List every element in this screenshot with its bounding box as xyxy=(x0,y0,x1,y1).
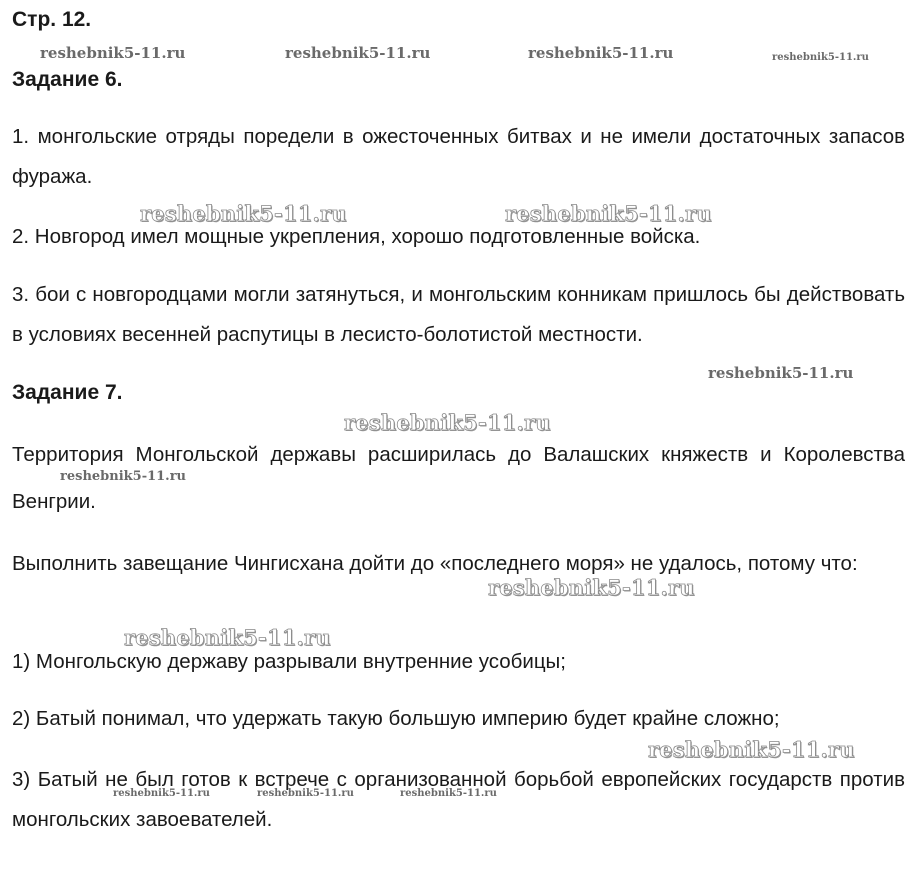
watermark: reshebnik5-11.ru xyxy=(140,201,347,226)
task-7-reason-intro: Выполнить завещание Чингисхана дойти до «последнего моря» не удалось, потому что: xyxy=(12,552,858,575)
watermark: reshebnik5-11.ru xyxy=(60,469,187,484)
task-6-title: Задание 6. xyxy=(12,68,123,91)
task-7-reason-3: 3) Батый не был готов к встрече с организованной борьбой европейских государств против монгольских завоевателей. xyxy=(12,768,905,831)
task-6-item-1: 1. монгольские отряды поредели в ожесточенных битвах и не имели достаточных запасов фуража. xyxy=(12,125,905,188)
watermark: reshebnik5-11.ru xyxy=(344,410,551,435)
page-number: Стр. 12. xyxy=(12,8,92,31)
task-7-reason-2: 2) Батый понимал, что удержать такую большую империю будет крайне сложно; xyxy=(12,707,780,730)
task-7-title: Задание 7. xyxy=(12,381,123,404)
watermark: reshebnik5-11.ru xyxy=(400,788,497,799)
watermark: reshebnik5-11.ru xyxy=(528,44,674,62)
watermark: reshebnik5-11.ru xyxy=(124,625,331,650)
watermark: reshebnik5-11.ru xyxy=(285,44,431,62)
watermark: reshebnik5-11.ru xyxy=(113,788,210,799)
watermark: reshebnik5-11.ru xyxy=(488,575,695,600)
task-6-item-2: 2. Новгород имел мощные укрепления, хорошо подготовленные войска. xyxy=(12,225,701,248)
task-6-item-3: 3. бои с новгородцами могли затянуться, и монгольским конникам пришлось бы действовать в условиях весенней распутицы в лесисто-болотистой местности. xyxy=(12,283,905,346)
watermark: reshebnik5-11.ru xyxy=(708,364,854,382)
task-7-territory: Территория Монгольской державы расширилась до Валашских княжеств и Королевства Венгрии. xyxy=(12,443,905,513)
watermark: reshebnik5-11.ru xyxy=(257,788,354,799)
task-7-reason-1: 1) Монгольскую державу разрывали внутренние усобицы; xyxy=(12,650,566,673)
watermark: reshebnik5-11.ru xyxy=(648,737,855,762)
watermark: reshebnik5-11.ru xyxy=(505,201,712,226)
watermark: reshebnik5-11.ru xyxy=(772,52,869,63)
watermark: reshebnik5-11.ru xyxy=(40,44,186,62)
